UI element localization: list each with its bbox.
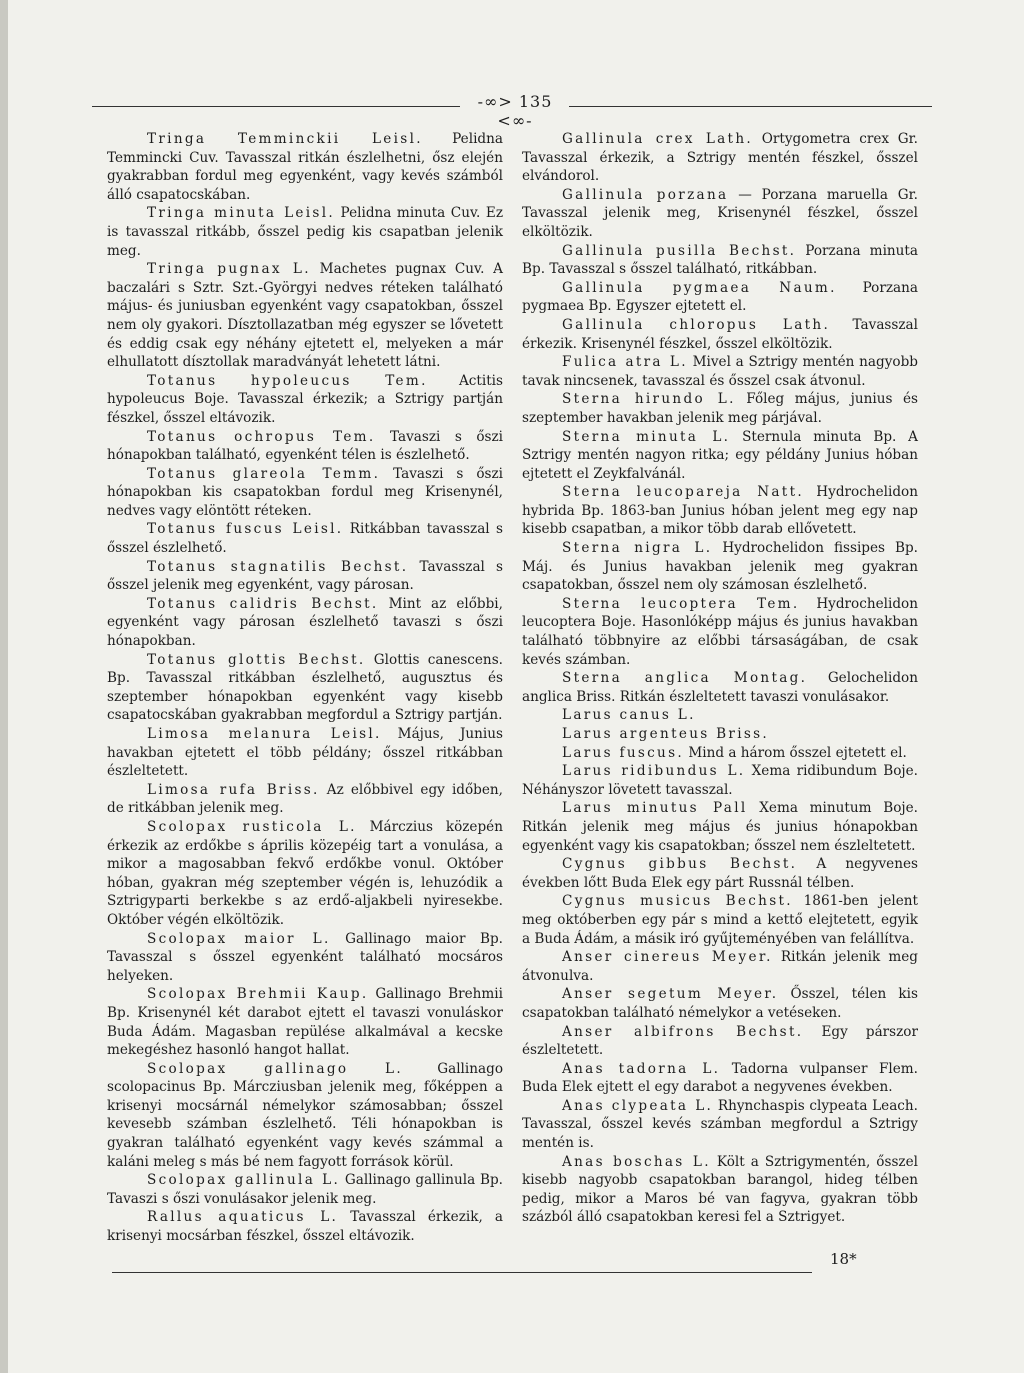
species-description: Mint az előbbi, egyenként vagy párosan észlelhető tavaszi s őszi hónapokban.: [107, 595, 503, 650]
species-entry: [522, 1060, 918, 1097]
species-description: Rhynchaspis clypeata Leach. Tavasszal, ősszel kevés számban megfordul a Sztrigy mentén is.: [522, 1097, 918, 1152]
species-entry: [522, 242, 918, 279]
species-entry: [522, 279, 918, 316]
species-description: Xema ridibundum Boje. Néhányszor lövetett tavasszal.: [522, 763, 919, 798]
species-entry: [522, 186, 918, 242]
species-name: Larus ridibundus L.: [562, 763, 746, 780]
species-name: Totanus hypoleucus Tem.: [147, 372, 428, 389]
header-rule-right: [569, 106, 932, 107]
species-description: Tavaszi s őszi hónapokban található, egyenként télen is észlelhető.: [107, 428, 504, 464]
species-entry: [107, 1060, 503, 1172]
species-name: Limosa rufa Briss.: [147, 781, 320, 798]
species-description: Machetes pugnax Cuv. A baczalári s Sztr. Szt.-Györgyi nedves réteken található május- és juniusban egyenként vagy csapatokban, ősszel nem oly gyakori. Dísztollazatban még egyszer se lővetett és eddig csak egy néhány ejtetett el, melyeken a már elhullatott dísztollak maradványát lehetett látni.: [107, 261, 504, 371]
species-description: Ritkán jelenik meg átvonulva.: [522, 949, 918, 984]
species-name: Gallinula crex Lath.: [562, 131, 753, 147]
ornament-right-icon: <∞-: [497, 111, 533, 130]
species-description: Mivel a Sztrigy mentén nagyobb tavak nincsenek, tavasszal és ősszel csak átvonul.: [522, 354, 918, 389]
species-name: Larus argenteus Briss.: [562, 726, 770, 742]
species-entry: [107, 428, 503, 465]
species-name: Scolopax maior L.: [147, 930, 331, 947]
species-description: Költ a Sztrigymentén, ősszel kisebb nagyobb csapatokban barangol, hideg télben pedig, mikor a Maros bé van fagyva, gyakran több százból álló csapatokban keresi fel a Sztrigyet.: [522, 1153, 918, 1226]
species-name: Totanus glareola Temm.: [147, 465, 381, 482]
species-name: Totanus glottis Bechst.: [147, 651, 366, 668]
species-name: Totanus stagnatilis Bechst.: [147, 558, 409, 575]
species-name: Gallinula pygmaea Naum.: [562, 279, 837, 296]
species-entry: [107, 818, 503, 930]
species-description: Xema minutum Boje. Ritkán jelenik meg május és junius hónapokban egyenként vagy kis csapatokban; ősszel nem észleltetett.: [522, 800, 918, 854]
species-entry: [107, 595, 503, 651]
footer-rule: [112, 1272, 812, 1273]
left-column: [107, 130, 503, 1246]
species-entry: [522, 316, 918, 353]
species-description: Sternula minuta Bp. A Sztrigy mentén nagyon ritka; egy példány Junius hóban ejtetett el Zeykfalvánál.: [522, 428, 918, 482]
species-entry: [107, 930, 503, 986]
species-name: Limosa melanura Leisl.: [147, 726, 382, 742]
species-description: Tavasszal érkezik. Krisenynél fészkel, ősszel elköltözik.: [522, 316, 919, 352]
species-description: Gallinago gallinula Bp. Tavaszi s őszi vonulásakor jelenik meg.: [107, 1172, 503, 1207]
species-description: Mind a három ősszel ejtetett el.: [684, 744, 907, 761]
species-description: A negyvenes években lőtt Buda Elek egy párt Russnál télben.: [522, 856, 919, 891]
species-entry: [522, 428, 918, 484]
species-description: Főleg május, junius és szeptember havakban jelenik meg párjával.: [522, 391, 918, 426]
species-entry: [107, 651, 503, 725]
species-entry: [107, 260, 503, 372]
species-description: Ősszel, télen kis csapatokban található némelykor a vetéseken.: [522, 986, 918, 1021]
species-entry: [522, 483, 918, 539]
species-name: Tringa minuta Leisl.: [147, 205, 335, 222]
species-entry: [522, 1097, 918, 1153]
species-name: Scolopax gallinula L.: [147, 1172, 341, 1189]
species-entry: [107, 1208, 503, 1245]
species-entry: [522, 669, 918, 706]
species-entry: [107, 204, 503, 260]
species-description: Hydrochelidon fissipes Bp. Máj. és Junius havakban jelenik meg gyakran csapatokban, ősszel nem oly számosan észlelhető.: [522, 540, 919, 594]
species-name: Rallus aquaticus L.: [147, 1209, 339, 1226]
species-name: Anas clypeata L.: [562, 1097, 714, 1114]
species-name: Sterna leucoptera Tem.: [562, 595, 800, 612]
species-entry: [522, 1153, 918, 1227]
species-name: Anas tadorna L.: [562, 1060, 721, 1077]
species-name: Sterna minuta L.: [562, 428, 731, 445]
species-name: Totanus ochropus Tem.: [147, 428, 376, 445]
species-name: Anas boschas L.: [562, 1153, 711, 1170]
header-rule-left: [92, 106, 460, 107]
species-description: Tavasszal érkezik, a krisenyi mocsárban fészkel, ősszel eltávozik.: [107, 1209, 503, 1245]
species-entry: [522, 539, 918, 595]
species-description: Ritkábban tavasszal s ősszel észlelhető.: [107, 521, 503, 557]
species-name: Larus fuscus.: [562, 744, 685, 761]
species-description: Porzana minuta Bp. Tavasszal s ősszel található, ritkábban.: [522, 242, 918, 278]
species-entry: [522, 706, 918, 725]
species-name: Larus minutus Pall: [562, 800, 748, 817]
species-description: Egy párszor észleltetett.: [522, 1023, 918, 1059]
species-entry: [107, 1171, 503, 1208]
species-entry: [522, 744, 918, 763]
species-name: Anser segetum Meyer.: [562, 986, 779, 1003]
species-description: Gallinago maior Bp. Tavasszal s ősszel egyenként található mocsáros helyeken.: [107, 930, 503, 984]
species-name: Gallinula chloropus Lath.: [562, 316, 831, 333]
species-entry: [522, 892, 918, 948]
species-name: Anser cinereus Meyer.: [562, 949, 773, 966]
species-description: Actitis hypoleucus Boje. Tavasszal érkezik; a Sztrigy partján fészkel, ősszel eltávozik.: [107, 372, 503, 426]
species-description: Hydrochelidon hybrida Bp. 1863-ban Junius hóban jelent meg egy nap kisebb csapatban, a mikor több darab ellővetett.: [522, 484, 918, 538]
species-description: Gallinago Brehmii Bp. Krisenynél két darabot ejtett el tavaszi vonuláskor Buda Ádám. Magasban repülése alkalmával a kecske mekegéshez hasonló hangot hallat.: [107, 986, 503, 1059]
species-description: 1861-ben jelent meg októberben egy pár s mind a kettő elejtetett, egyik a Buda Ádám, a másik iró gyűjteményében van felállítva.: [522, 893, 918, 947]
species-name: Fulica atra L.: [562, 354, 688, 371]
species-entry: [107, 372, 503, 428]
species-name: Larus canus L.: [562, 707, 696, 724]
species-description: Ortygometra crex Gr. Tavasszal érkezik, a Sztrigy mentén fészkel, ősszel elvándorol.: [522, 131, 918, 185]
page-number: [462, 92, 568, 130]
species-entry: [522, 390, 918, 427]
species-name: Totanus fuscus Leisl.: [147, 521, 344, 538]
species-name: Sterna hirundo L.: [562, 391, 736, 408]
species-description: Az előbbivel egy időben, de ritkábban jelenik meg.: [107, 781, 503, 817]
species-name: Cygnus gibbus Bechst.: [562, 856, 798, 873]
species-description: Tavaszi s őszi hónapokban kis csapatokban fordul meg Krisenynél, nedves vagy elöntött réteken.: [107, 465, 503, 519]
species-entry: [522, 985, 918, 1022]
species-name: Gallinula porzana: [562, 186, 729, 203]
species-name: Sterna anglica Montag.: [562, 670, 808, 687]
species-name: Anser albifrons Bechst.: [562, 1023, 804, 1040]
species-description: — Porzana maruella Gr. Tavasszal jelenik meg, Krisenynél fészkel, ősszel elköltözik.: [522, 186, 918, 240]
species-name: Scolopax Brehmii Kaup.: [147, 986, 369, 1003]
right-column: [522, 130, 918, 1227]
species-name: Sterna leucopareja Natt.: [562, 484, 804, 501]
species-name: Cygnus musicus Bechst.: [562, 893, 793, 910]
species-name: Tringa pugnax L.: [147, 261, 311, 278]
species-description: Május, Junius havakban ejtetett el több példány; ősszel ritkábban észleltetett.: [107, 726, 503, 780]
page-spine-shadow: [0, 0, 8, 1373]
species-name: Scolopax gallinago L.: [147, 1060, 403, 1077]
species-entry: [107, 558, 503, 595]
species-name: Sterna nigra L.: [562, 540, 713, 557]
species-entry: [107, 465, 503, 521]
species-name: Gallinula pusilla Bechst.: [562, 242, 797, 259]
species-entry: [522, 855, 918, 892]
signature-mark: 18*: [830, 1250, 857, 1268]
species-entry: [107, 985, 503, 1059]
species-description: Glottis canescens. Bp. Tavasszal ritkábban észlelhető, augusztus és szeptember hónapokban egyenként vagy kisebb csapatocskában gyakrabban megfordul a Sztrigy partján.: [107, 651, 503, 724]
species-entry: [522, 725, 918, 744]
species-description: Gelochelidon anglica Briss. Ritkán észleltetett tavaszi vonulásakor.: [522, 670, 919, 705]
species-description: Márczius közepén érkezik az erdőkbe s április közepéig tart a vonulása, a mikor a magosabban fekvő erdőkbe vonul. Október hóban, gyakran még szeptember végén is, lehuzódik a Sztrigyparti berkekbe s az erdő-aljakbeli nyiresekbe. Október végén elköltözik.: [107, 818, 503, 928]
ornament-left-icon: -∞>: [477, 92, 519, 111]
species-entry: [522, 799, 918, 855]
page-header: [92, 92, 932, 130]
species-entry: [522, 130, 918, 186]
species-entry: [107, 520, 503, 557]
species-description: Tadorna vulpanser Flem. Buda Elek ejtett el egy darabot a negyvenes években.: [522, 1060, 918, 1096]
species-entry: [107, 781, 503, 818]
species-description: Hydrochelidon leucoptera Boje. Hasonlóképp május és junius havakban található többnyire az előbbi társaságában, de csak kevés számban.: [522, 595, 918, 668]
species-entry: [522, 353, 918, 390]
species-entry: [107, 725, 503, 781]
species-entry: [522, 762, 918, 799]
species-entry: [522, 595, 918, 669]
species-entry: [522, 948, 918, 985]
species-description: Pelidna Temmincki Cuv. Tavasszal ritkán észlelhetni, ősz elején gyakrabban fordul meg egyenként, vagy kevés számból álló csapatocskában.: [107, 131, 503, 203]
species-description: Gallinago scolopacinus Bp. Márcziusban jelenik meg, főképpen a krisenyi mocsárnál némelykor számosabban; ősszel kevesebb számban észlelhető. Téli hónapokban is gyakran található egyenként vagy kevés számmal a kaláni meleg s más bé nem fagyott források körül.: [107, 1060, 503, 1170]
species-name: Tringa Temminckii Leisl.: [147, 131, 423, 147]
species-name: Scolopax rusticola L.: [147, 818, 357, 835]
species-name: Totanus calidris Bechst.: [147, 595, 379, 612]
species-entry: [522, 1023, 918, 1060]
page-number-text: 135: [518, 92, 553, 111]
species-description: Porzana pygmaea Bp. Egyszer ejtetett el.: [522, 279, 918, 315]
species-description: Tavasszal s ősszel jelenik meg egyenként, vagy párosan.: [107, 558, 503, 594]
species-description: Pelidna minuta Cuv. Ez is tavasszal ritkább, ősszel pedig kis csapatban jelenik meg.: [107, 205, 503, 259]
species-entry: [107, 130, 503, 204]
